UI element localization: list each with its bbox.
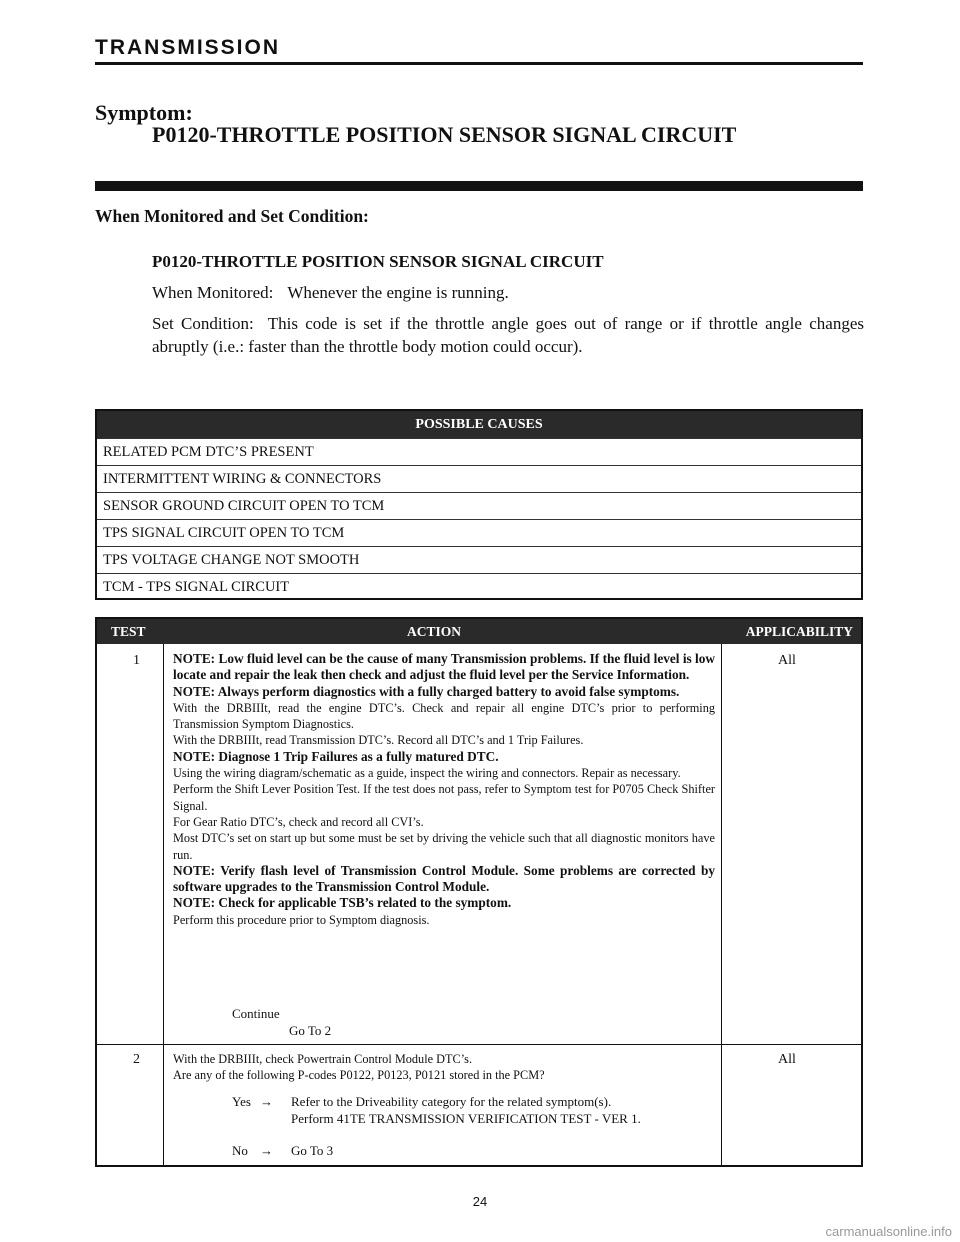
no-branch [232,1143,432,1161]
yes-text: Refer to the Driveability category for the related symptom(s). [291,1094,612,1109]
test-number: 2 [133,1052,140,1067]
row-divider [97,1044,861,1045]
monitor-heading: When Monitored and Set Condition: [95,206,369,226]
yes-text: Perform 41TE TRANSMISSION VERIFICATION TEST - VER 1. [291,1111,641,1126]
symptom-code: P0120-THROTTLE POSITION SENSOR SIGNAL CIRCUIT [152,122,737,147]
action-line: NOTE: Low fluid level can be the cause of many Transmission problems. If the fluid level is low locate and repair the leak then check and adjust the fluid level per the Service Information. [173,651,715,683]
set-condition [152,312,864,358]
column-divider [721,644,722,1165]
header-rule [95,62,863,65]
set-condition-text: This code is set if the throttle angle goes out of range or if throttle angle changes abruptly (i.e.: faster than the throttle body motion could occur). [152,314,864,356]
when-monitored-text: Whenever the engine is running. [287,283,509,302]
test-1-action [173,651,715,928]
action-line: With the DRBIIIt, read Transmission DTC’s. Record all DTC’s and 1 Trip Failures. [173,733,584,748]
monitor-code: P0120-THROTTLE POSITION SENSOR SIGNAL CIRCUIT [152,252,604,271]
goto-step: Go To 2 [289,1023,332,1038]
test-number: 1 [133,653,140,668]
section-title: TRANSMISSION [95,36,281,59]
continue-label: Continue [232,1006,280,1021]
test-table [95,617,863,1167]
column-divider [163,644,164,1165]
header-test: TEST [111,624,146,639]
action-line: Using the wiring diagram/schematic as a guide, inspect the wiring and connectors. Repair as necessary. [173,766,681,781]
test-table-header [97,619,861,644]
header-applicability: APPLICABILITY [745,624,853,639]
action-line: Most DTC’s set on start up but some must be set by driving the vehicle such that all diagnostic monitors have run. [173,831,715,862]
watermark: carmanualsonline.info [825,1224,952,1239]
action-line: With the DRBIIIt, check Powertrain Control Module DTC’s. [173,1052,473,1066]
arrow-right-icon: → [260,1094,273,1109]
symptom-divider [95,181,863,191]
yes-label: Yes [232,1094,251,1109]
cause-item: TPS SIGNAL CIRCUIT OPEN TO TCM [97,519,861,546]
symptom-label: Symptom: [95,100,193,125]
header-action: ACTION [407,624,462,639]
no-goto: Go To 3 [291,1143,334,1158]
action-line: With the DRBIIIt, read the engine DTC’s. Check and repair all engine DTC’s prior to performing Transmission Symptom Diagnostics. [173,700,715,732]
arrow-right-icon: → [260,1143,273,1158]
action-line: Perform the Shift Lever Position Test. If the test does not pass, refer to Symptom test for P0705 Check Shifter Signal. [173,782,715,813]
action-line: NOTE: Always perform diagnostics with a fully charged battery to avoid false symptoms. [173,683,680,699]
no-label: No [232,1143,248,1158]
test-applicability: All [778,653,796,668]
possible-causes-table [95,409,863,600]
possible-causes-header: POSSIBLE CAUSES [97,411,861,438]
when-monitored-label: When Monitored: [152,283,274,302]
action-line: For Gear Ratio DTC’s, check and record all CVI’s. [173,814,424,829]
cause-item: SENSOR GROUND CIRCUIT OPEN TO TCM [97,492,861,519]
cause-item: RELATED PCM DTC’S PRESENT [97,438,861,465]
yes-branch [232,1094,712,1128]
cause-item: INTERMITTENT WIRING & CONNECTORS [97,465,861,492]
test-applicability: All [778,1052,796,1067]
action-line: NOTE: Diagnose 1 Trip Failures as a fully matured DTC. [173,748,499,764]
when-monitored [152,283,509,303]
page-number: 24 [472,1194,488,1209]
test-2-action [173,1051,715,1084]
set-condition-label: Set Condition: [152,314,254,333]
action-line: NOTE: Verify flash level of Transmission Control Module. Some problems are corrected by software upgrades to the Transmission Control Module. [173,862,715,895]
action-line: Perform this procedure prior to Symptom diagnosis. [173,912,430,927]
cause-item: TPS VOLTAGE CHANGE NOT SMOOTH [97,546,861,573]
action-line: NOTE: Check for applicable TSB’s related to the symptom. [173,895,512,911]
action-line: Are any of the following P-codes P0122, P0123, P0121 stored in the PCM? [173,1068,545,1083]
cause-item: TCM - TPS SIGNAL CIRCUIT [97,573,861,600]
